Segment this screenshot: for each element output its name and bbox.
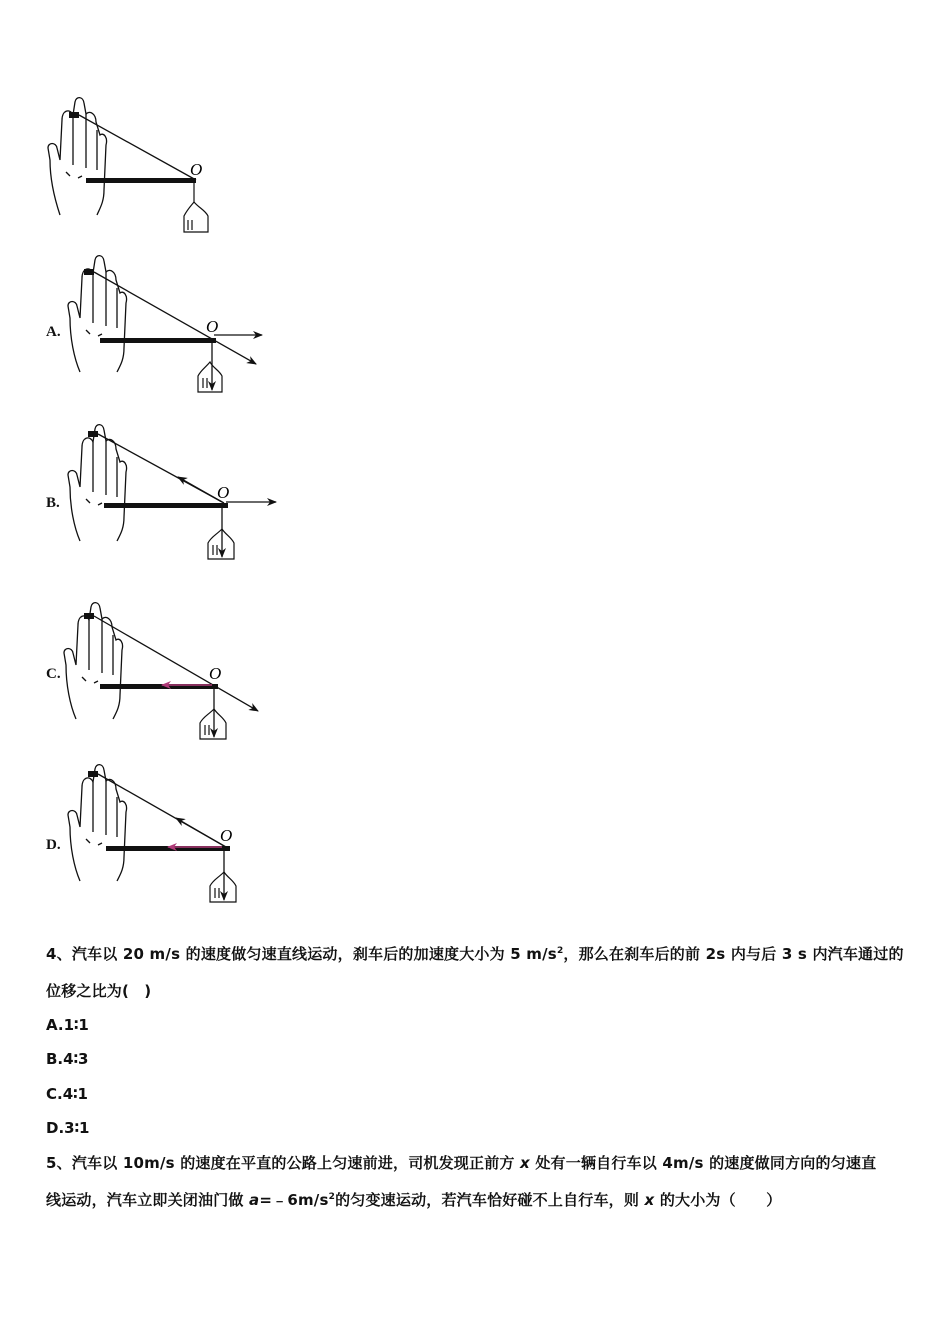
figure-setup — [0, 90, 320, 240]
pivot-label: O — [206, 317, 219, 336]
q5-line1-b: 处有一辆自行车以 4m/s 的速度做同方向的匀速直 — [529, 1154, 877, 1172]
q4-choice-a[interactable]: A.1∶1 — [46, 1016, 89, 1034]
question-4-stem — [46, 937, 916, 971]
hanging-weight — [200, 709, 226, 739]
option-label: A. — [46, 324, 61, 340]
hanging-weight — [208, 529, 234, 559]
hand-drawing — [64, 603, 123, 719]
hand-drawing — [68, 765, 127, 881]
hand-bar-diagram — [0, 90, 320, 240]
q4-text-a: 4、汽车以 20 m/s 的速度做匀速直线运动，刹车后的加速度大小为 5 m/s — [46, 945, 557, 963]
tension-arrow — [94, 272, 256, 364]
pivot-label: O — [190, 160, 203, 179]
hanging-weight — [184, 183, 208, 232]
pivot-label: O — [209, 664, 222, 683]
clamp-mark — [84, 613, 94, 619]
figure-option-b — [0, 415, 320, 570]
q4-choice-c[interactable]: C.4∶1 — [46, 1085, 88, 1103]
hand-drawing — [68, 425, 127, 541]
option-label: D. — [46, 837, 61, 853]
pivot-label: O — [220, 826, 233, 845]
question-5-line2 — [46, 1183, 916, 1217]
clamp-mark — [84, 269, 94, 275]
q4-text-b: ，那么在刹车后的前 2s 内与后 3 s 内汽车通过的 — [563, 945, 904, 963]
q5-line1-a: 5、汽车以 10m/s 的速度在平直的公路上匀速前进，司机发现正前方 — [46, 1154, 521, 1172]
q5-line2-b: =﹣6m/s — [259, 1191, 329, 1209]
q4-choice-b[interactable]: B.4∶3 — [46, 1050, 89, 1068]
tension-arrow — [178, 477, 222, 502]
q5-sup: 2 — [328, 1192, 336, 1202]
option-label: B. — [46, 495, 60, 511]
q5-line2-d: 的大小为（ ） — [654, 1191, 782, 1209]
question-4-stem-line2 — [46, 974, 916, 1008]
clamp-mark — [88, 771, 98, 777]
rod-bar — [86, 178, 196, 183]
hand-bar-diagram — [0, 415, 320, 570]
option-label: C. — [46, 666, 61, 682]
pivot-label: O — [217, 483, 230, 502]
q4-choice-d[interactable]: D.3∶1 — [46, 1119, 90, 1137]
rod-bar — [100, 338, 216, 343]
figure-option-a — [0, 250, 320, 400]
figure-option-c — [0, 595, 320, 750]
rod-bar — [104, 503, 228, 508]
q5-line2-c: 的匀变速运动，若汽车恰好碰不上自行车，则 — [335, 1191, 645, 1209]
q5-line2-a: 线运动，汽车立即关闭油门做 — [46, 1191, 250, 1209]
clamp-mark — [69, 112, 79, 118]
hand-bar-diagram — [0, 250, 320, 400]
hanging-weight — [198, 362, 222, 392]
q5-var-a: a — [249, 1191, 260, 1209]
figure-option-d — [0, 755, 320, 915]
tension-arrow — [94, 616, 258, 711]
hand-bar-diagram — [0, 595, 320, 750]
q5-var-x2: x — [644, 1191, 655, 1209]
hand-bar-diagram — [0, 755, 320, 915]
q4-sup: 2 — [556, 946, 564, 956]
hand-drawing — [68, 256, 127, 372]
q4-text-c: 位移之比为( ) — [46, 982, 152, 1000]
hanging-weight — [210, 872, 236, 902]
question-5-line1 — [46, 1146, 916, 1180]
q5-var-x: x — [520, 1154, 530, 1172]
tension-arrow — [176, 818, 224, 846]
clamp-mark — [88, 431, 98, 437]
